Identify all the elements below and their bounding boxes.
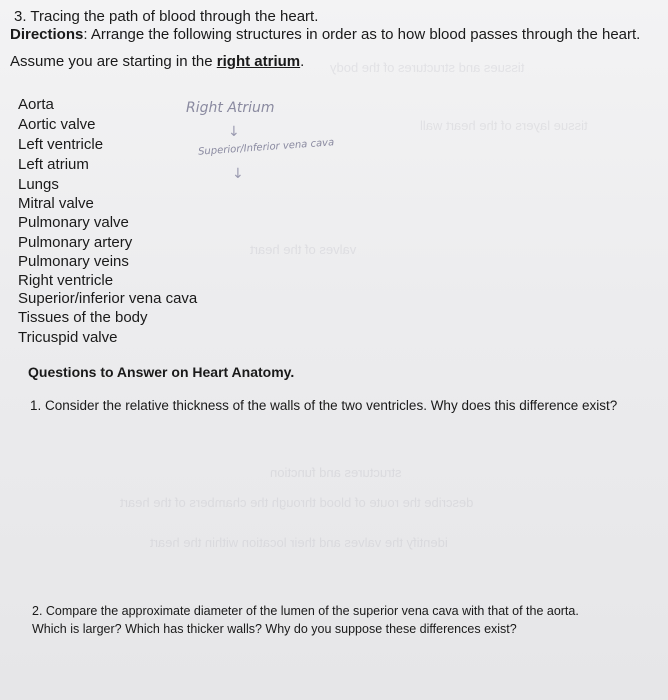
assume-prefix: Assume you are starting in the <box>10 53 217 70</box>
bleed-through-text: structures and function <box>270 465 402 480</box>
assume-line <box>10 53 304 70</box>
question-1: 1. Consider the relative thickness of the walls of the two ventricles. Why does this difference exist? <box>30 398 618 413</box>
bleed-through-text: describe the route of blood through the chambers of the heart <box>120 495 474 510</box>
structure-item: Pulmonary artery <box>18 234 133 251</box>
structure-item: Left atrium <box>18 156 89 173</box>
handwritten-answer: Right Atrium <box>186 100 275 116</box>
bleed-through-text: valves of the heart <box>250 242 357 257</box>
question-2-line-1: 2. Compare the approximate diameter of the lumen of the superior vena cava with that of the aorta. <box>32 604 579 618</box>
structure-item: Pulmonary valve <box>18 214 129 231</box>
assume-suffix: . <box>300 53 305 70</box>
structure-item: Aorta <box>18 96 54 113</box>
structure-item: Left ventricle <box>18 136 104 153</box>
structure-item: Aortic valve <box>18 116 96 133</box>
structure-item: Superior/inferior vena cava <box>18 290 198 307</box>
bleed-through-text: tissues and structures of the body <box>330 60 525 75</box>
directions-line <box>10 26 640 43</box>
questions-heading: Questions to Answer on Heart Anatomy. <box>28 364 295 380</box>
bleed-through-text: identify the valves and their location within the heart <box>150 535 448 550</box>
bleed-through-text: tissue layers of the heart wall <box>420 118 588 133</box>
directions-text: : Arrange the following structures in order as to how blood passes through the heart. <box>83 26 641 43</box>
question-2-line-2: Which is larger? Which has thicker walls? Why do you suppose these differences exist? <box>32 622 517 636</box>
down-arrow-icon: ↓ <box>228 124 240 140</box>
structure-item: Mitral valve <box>18 195 94 212</box>
structure-item: Pulmonary veins <box>18 253 129 270</box>
directions-label: Directions <box>10 26 84 43</box>
structure-item: Right ventricle <box>18 272 114 289</box>
handwritten-answer: Superior/Inferior vena cava <box>197 137 335 158</box>
structure-item: Tricuspid valve <box>18 329 118 346</box>
section-title: 3. Tracing the path of blood through the heart. <box>14 8 319 25</box>
structure-item: Tissues of the body <box>18 309 148 326</box>
assume-emphasis: right atrium <box>216 53 301 70</box>
structure-item: Lungs <box>18 176 59 193</box>
down-arrow-icon: ↓ <box>232 166 244 182</box>
